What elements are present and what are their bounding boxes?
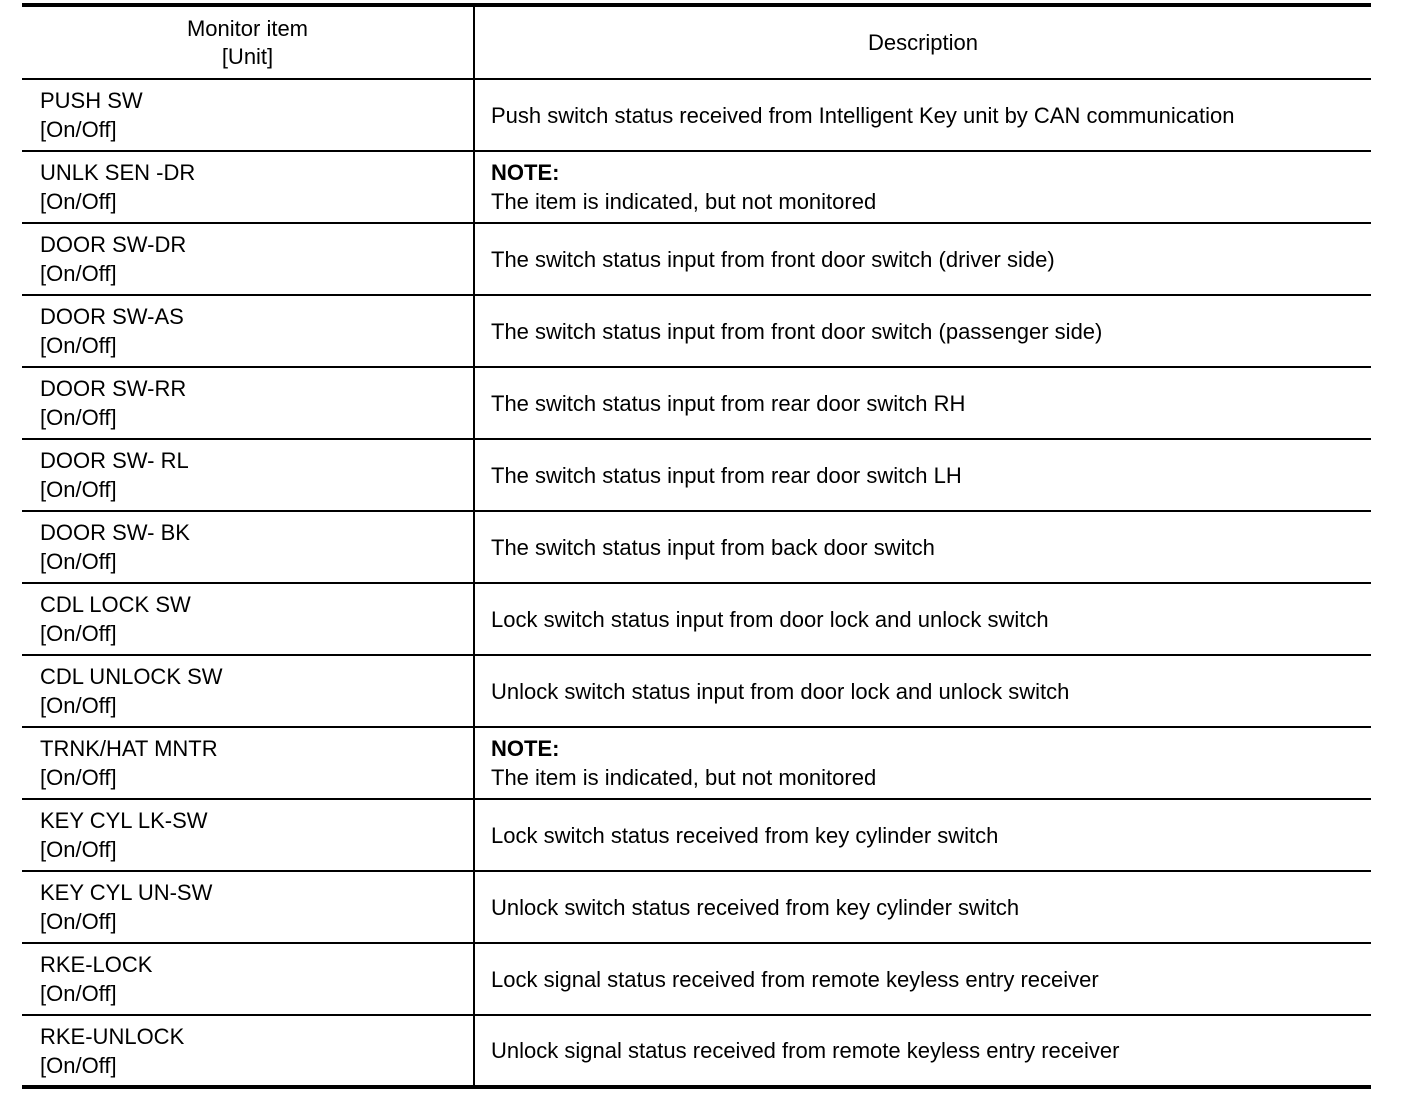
monitor-item-name: RKE-LOCK xyxy=(40,952,153,977)
table-row xyxy=(22,439,1371,511)
description-cell: Lock switch status input from door lock and unlock switch xyxy=(474,583,1371,655)
table-row xyxy=(22,151,1371,223)
description-cell: The switch status input from rear door switch LH xyxy=(474,439,1371,511)
table-header xyxy=(22,5,1371,79)
monitor-item-cell xyxy=(22,799,474,871)
table-row xyxy=(22,943,1371,1015)
monitor-item-unit: [On/Off] xyxy=(40,981,117,1006)
column-header-monitor-item xyxy=(22,5,474,79)
monitor-item-name: RKE-UNLOCK xyxy=(40,1023,185,1049)
table-row xyxy=(22,223,1371,295)
note-label: NOTE: xyxy=(491,160,560,185)
note-text: The item is indicated, but not monitored xyxy=(491,189,877,214)
monitor-item-cell xyxy=(22,1015,474,1087)
monitor-item-unit: [On/Off] xyxy=(40,477,117,502)
description-cell: The switch status input from front door switch (driver side) xyxy=(474,223,1371,295)
monitor-item-unit: [On/Off] xyxy=(40,693,117,718)
monitor-item-name: KEY CYL LK-SW xyxy=(40,808,208,833)
monitor-item-unit: [On/Off] xyxy=(40,909,117,934)
monitor-item-name: CDL UNLOCK SW xyxy=(40,664,223,689)
monitor-item-name: TRNK/HAT MNTR xyxy=(40,736,218,761)
column-header-unit-label: [Unit] xyxy=(221,43,274,69)
description-cell: Unlock switch status input from door lock and unlock switch xyxy=(474,655,1371,727)
description-cell xyxy=(474,727,1371,799)
column-header-description: Description xyxy=(474,5,1371,79)
monitor-item-name: DOOR SW- BK xyxy=(40,520,190,545)
monitor-item-name: DOOR SW- RL xyxy=(40,448,189,473)
monitor-item-cell xyxy=(22,943,474,1015)
monitor-item-unit: [On/Off] xyxy=(40,189,117,214)
monitor-item-cell xyxy=(22,655,474,727)
description-cell: The switch status input from back door switch xyxy=(474,511,1371,583)
monitor-item-cell xyxy=(22,511,474,583)
table-header-row xyxy=(22,5,1371,79)
monitor-item-unit: [On/Off] xyxy=(40,261,117,286)
monitor-item-unit: [On/Off] xyxy=(40,1052,117,1078)
monitor-item-cell xyxy=(22,871,474,943)
table-row xyxy=(22,1015,1371,1087)
table-row xyxy=(22,367,1371,439)
monitor-item-cell xyxy=(22,151,474,223)
column-header-item-label: Monitor item xyxy=(186,15,309,41)
monitor-item-name: KEY CYL UN-SW xyxy=(40,880,213,905)
description-cell: Push switch status received from Intelligent Key unit by CAN communication xyxy=(474,79,1371,151)
table-row xyxy=(22,871,1371,943)
monitor-item-cell xyxy=(22,223,474,295)
monitor-item-unit: [On/Off] xyxy=(40,549,117,574)
monitor-item-cell xyxy=(22,583,474,655)
monitor-item-cell xyxy=(22,79,474,151)
table-row xyxy=(22,79,1371,151)
table-row xyxy=(22,511,1371,583)
table-row xyxy=(22,583,1371,655)
note-label: NOTE: xyxy=(491,736,560,761)
monitor-item-unit: [On/Off] xyxy=(40,117,117,142)
description-cell: Unlock signal status received from remote keyless entry receiver xyxy=(474,1015,1371,1087)
description-cell: The switch status input from front door switch (passenger side) xyxy=(474,295,1371,367)
table-row xyxy=(22,295,1371,367)
monitor-item-cell xyxy=(22,295,474,367)
description-cell xyxy=(474,151,1371,223)
monitor-item-cell xyxy=(22,367,474,439)
monitor-item-unit: [On/Off] xyxy=(40,837,117,862)
note-text: The item is indicated, but not monitored xyxy=(491,765,877,790)
description-cell: Lock signal status received from remote keyless entry receiver xyxy=(474,943,1371,1015)
monitor-item-name: UNLK SEN -DR xyxy=(40,160,196,185)
monitor-item-name: DOOR SW-DR xyxy=(40,232,187,257)
monitor-item-unit: [On/Off] xyxy=(40,405,117,430)
description-cell: Lock switch status received from key cylinder switch xyxy=(474,799,1371,871)
table-row xyxy=(22,727,1371,799)
monitor-item-cell xyxy=(22,439,474,511)
description-cell: Unlock switch status received from key cylinder switch xyxy=(474,871,1371,943)
monitor-item-name: PUSH SW xyxy=(40,88,143,113)
table-body xyxy=(22,79,1371,1087)
monitor-item-name: DOOR SW-AS xyxy=(40,304,184,329)
table-row xyxy=(22,655,1371,727)
monitor-item-table-container xyxy=(22,3,1371,1089)
monitor-item-cell xyxy=(22,727,474,799)
monitor-item-table xyxy=(22,3,1371,1089)
monitor-item-name: DOOR SW-RR xyxy=(40,376,187,401)
monitor-item-unit: [On/Off] xyxy=(40,765,117,790)
table-row xyxy=(22,799,1371,871)
description-cell: The switch status input from rear door switch RH xyxy=(474,367,1371,439)
monitor-item-unit: [On/Off] xyxy=(40,333,117,358)
monitor-item-unit: [On/Off] xyxy=(40,621,117,646)
monitor-item-name: CDL LOCK SW xyxy=(40,592,191,617)
